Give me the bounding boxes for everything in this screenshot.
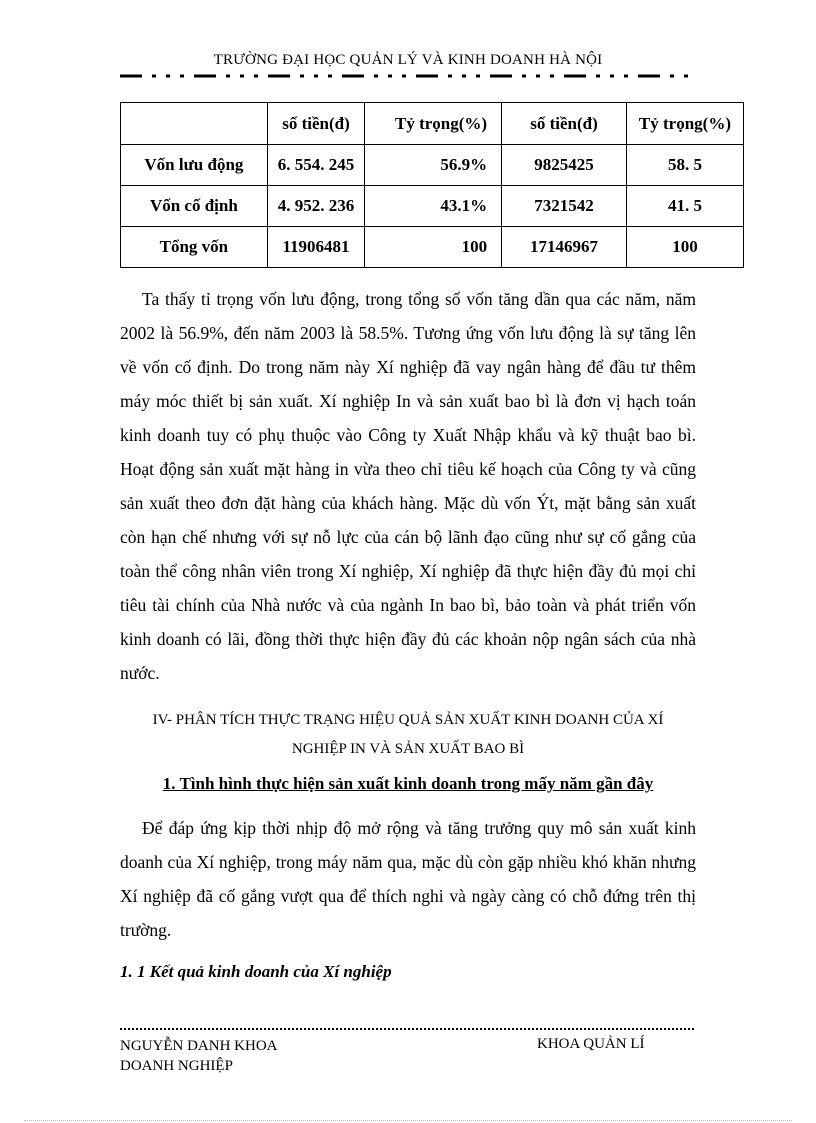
table-cell: Tổng vốn	[121, 227, 268, 268]
table-cell: Vốn lưu động	[121, 145, 268, 186]
table-row	[121, 145, 744, 186]
section-heading	[120, 706, 696, 764]
table-cell: 100	[626, 227, 743, 268]
table-cell	[121, 103, 268, 145]
table-cell: 17146967	[502, 227, 627, 268]
section-heading-line: NGHIỆP IN VÀ SẢN XUẤT BAO BÌ	[291, 741, 525, 757]
table-cell: số tiền(đ)	[267, 103, 364, 145]
page-header: TRƯỜNG ĐẠI HỌC QUẢN LÝ VÀ KINH DOANH HÀ NỘI	[213, 52, 603, 68]
table-header-row	[121, 103, 744, 145]
intro-paragraph: Để đáp ứng kịp thời nhịp độ mở rộng và tăng trưởng quy mô sản xuất kinh doanh của Xí nghiệp, trong máy năm qua, mặc dù còn gặp nhiều khó khăn nhưng Xí nghiệp đã cố gắng vượt qua để thích nghi và ngày càng có chỗ đứng trên thị trường.	[120, 818, 696, 940]
table-cell: 100	[365, 227, 502, 268]
table-cell: Tỷ trọng(%)	[365, 103, 502, 145]
table-row	[121, 227, 744, 268]
table-cell: 43.1%	[365, 186, 502, 227]
header-decorative-rule	[120, 74, 696, 78]
footer-divider	[120, 1028, 694, 1030]
table-cell: số tiền(đ)	[502, 103, 627, 145]
footer-faculty: KHOA QUẢN LÍ	[537, 1036, 645, 1052]
table-cell: 58. 5	[626, 145, 743, 186]
subheading: 1. Tình hình thực hiện sản xuất kinh doanh trong mấy năm gần đây	[162, 774, 654, 793]
table-cell: 7321542	[502, 186, 627, 227]
capital-table	[120, 102, 744, 268]
section-heading-line: IV- PHÂN TÍCH THỰC TRẠNG HIỆU QUẢ SẢN XUẤT KINH DOANH CỦA XÍ	[152, 712, 664, 728]
page-bottom-edge	[24, 1120, 792, 1121]
table-cell: Vốn cố định	[121, 186, 268, 227]
table-cell: 6. 554. 245	[267, 145, 364, 186]
table-cell: 11906481	[267, 227, 364, 268]
analysis-paragraph: Ta thấy tỉ trọng vốn lưu động, trong tổng số vốn tăng dần qua các năm, năm 2002 là 56.9%, đến năm 2003 là 58.5%. Tương ứng vốn lưu động là sự tăng lên về vốn cố định. Do trong năm này Xí nghiệp đã vay ngân hàng để đầu tư thêm máy móc thiết bị sản xuất. Xí nghiệp In và sản xuất bao bì là đơn vị hạch toán kinh doanh tuy có phụ thuộc vào Công ty Xuất Nhập khẩu và kỹ thuật bao bì. Hoạt động sản xuất mặt hàng in vừa theo chỉ tiêu kế hoạch của Công ty và cũng sản xuất theo đơn đặt hàng của khách hàng. Mặc dù vốn Ýt, mặt bằng sản xuất còn hạn chế nhưng với sự nỗ lực của cán bộ lãnh đạo cũng như sự cố gắng của toàn thể công nhân viên trong Xí nghiệp, Xí nghiệp đã thực hiện đầy đủ mọi chỉ tiêu tài chính của Nhà nước và của ngành In bao bì, bảo toàn và phát triển vốn kinh doanh có lãi, đồng thời thực hiện đầy đủ các khoản nộp ngân sách của nhà nước.	[120, 289, 696, 683]
table-cell: 9825425	[502, 145, 627, 186]
footer-author-dept: DOANH NGHIỆP	[120, 1058, 233, 1074]
footer-author-name: NGUYỄN DANH KHOA	[120, 1038, 278, 1054]
footer-author	[120, 1036, 278, 1076]
table-cell: 56.9%	[365, 145, 502, 186]
table-row	[121, 186, 744, 227]
table-cell: 41. 5	[626, 186, 743, 227]
table-cell: Tỷ trọng(%)	[626, 103, 743, 145]
sub-subheading: 1. 1 Kết quả kinh doanh của Xí nghiệp	[120, 962, 392, 981]
table-cell: 4. 952. 236	[267, 186, 364, 227]
